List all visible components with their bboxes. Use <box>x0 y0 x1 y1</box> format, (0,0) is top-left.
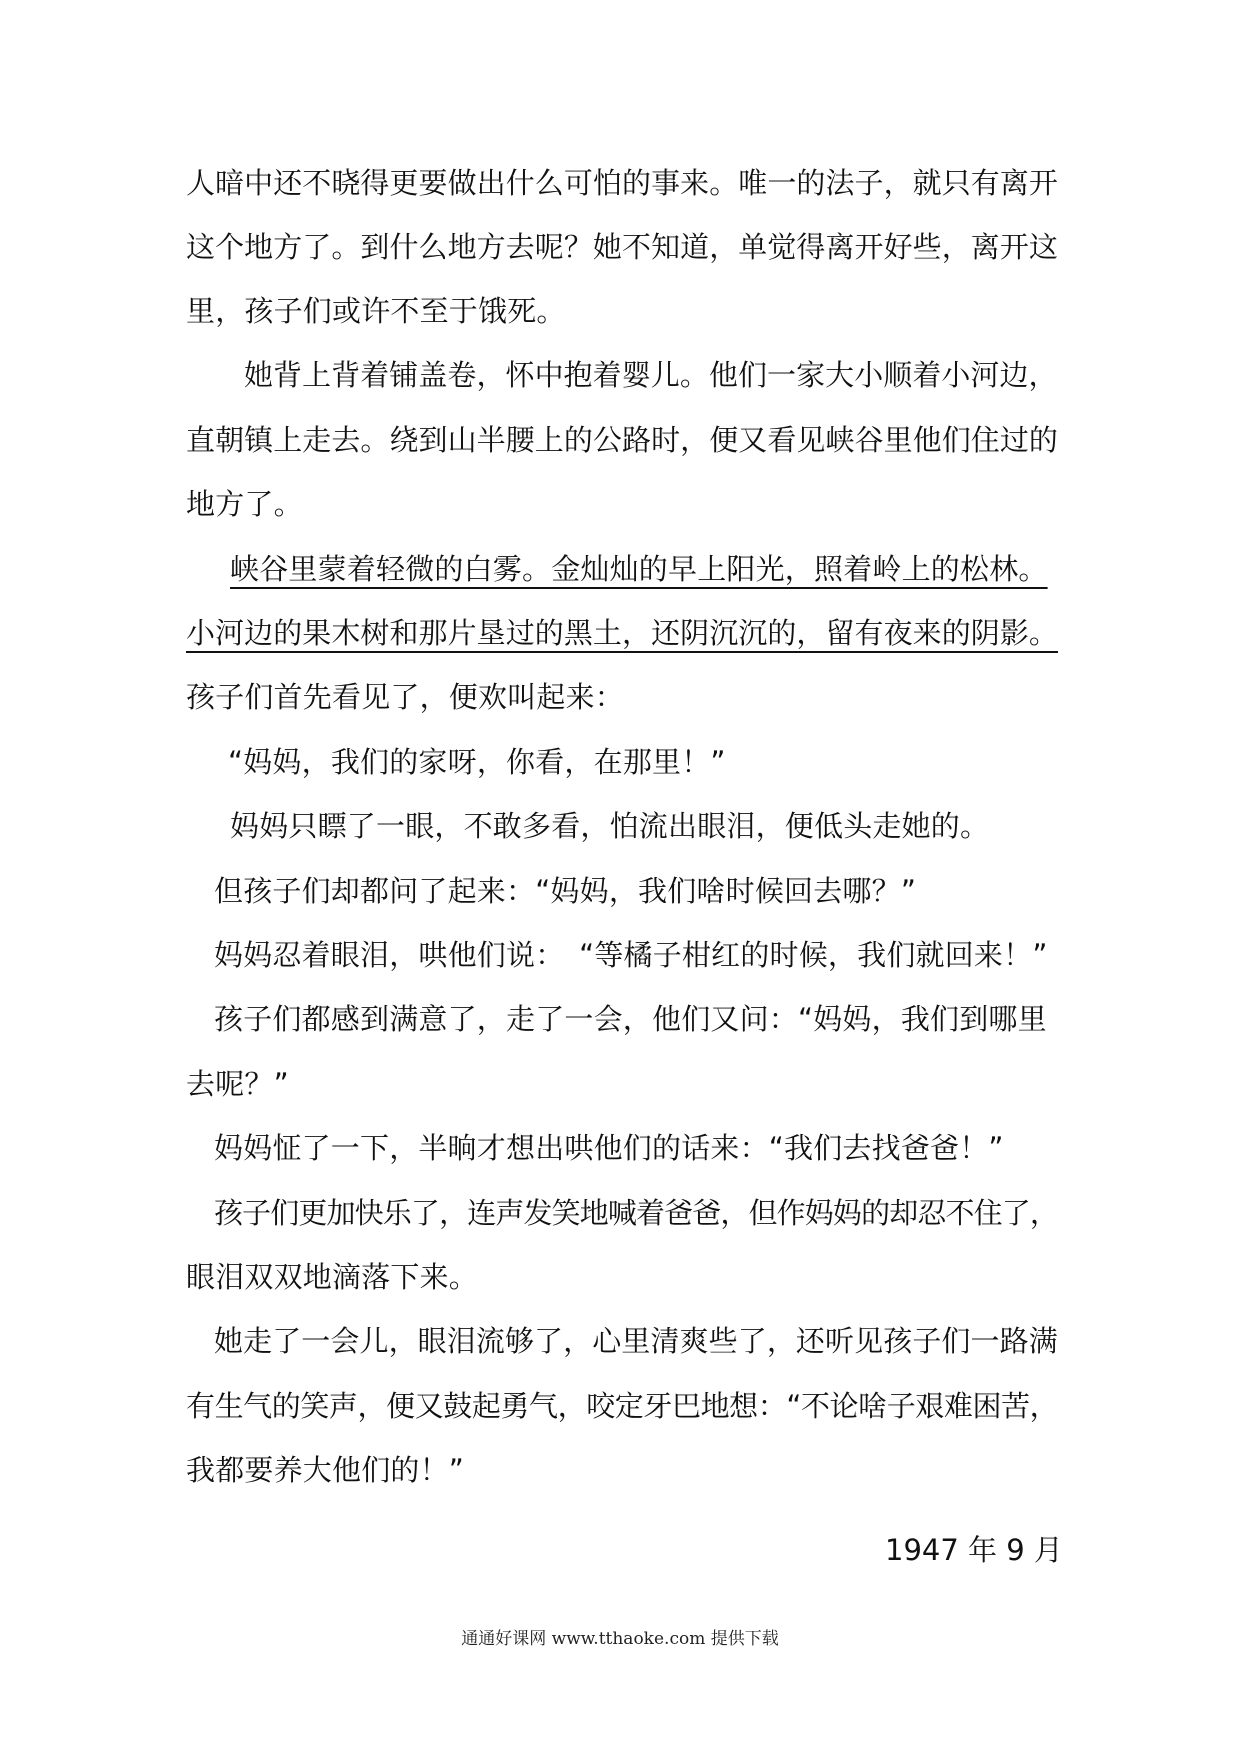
paragraph-start-line: 她背上背着铺盖卷，怀中抱着婴儿。他们一家大小顺着小河边， <box>244 358 1058 392</box>
text-line-3: 里，孩子们或许不至于饿死。 <box>186 294 566 328</box>
underlined-line-2: 小河边的果木树和那片垦过的黑土，还阴沉沉的，留有夜来的阴影。 <box>186 616 1059 650</box>
text-line-14: 孩子们都感到满意了，走了一会，他们又问：“妈妈，我们到哪里 <box>214 1002 1047 1036</box>
text-line-13: 妈妈忍着眼泪，哄他们说： “等橘子柑红的时候，我们就回来！” <box>214 938 1048 972</box>
text-line-11: 妈妈只瞟了一眼，不敢多看，怕流出眼泪，便低头走她的。 <box>230 809 990 843</box>
footer-download-note: 通通好课网 www.tthaoke.com 提供下载 <box>461 1629 779 1649</box>
dialogue-line-1: “妈妈，我们的家呀，你看，在那里！” <box>228 745 726 779</box>
date-line: 1947 年 9 月 <box>885 1533 1063 1567</box>
text-line-2: 这个地方了。到什么地方去呢？她不知道，单觉得离开好些，离开这 <box>186 230 1059 264</box>
text-line-9: 孩子们首先看见了，便欢叫起来： <box>186 680 625 714</box>
text-line-20: 有生气的笑声，便又鼓起勇气，咬定牙巴地想：“不论啥子艰难困苦， <box>186 1389 1059 1423</box>
text-line-5: 直朝镇上走去。绕到山半腰上的公路时，便又看见峡谷里他们住过的 <box>186 423 1059 457</box>
text-line-19: 她走了一会儿，眼泪流够了，心里清爽些了，还听见孩子们一路满 <box>214 1324 1058 1358</box>
text-line-12: 但孩子们却都问了起来：“妈妈，我们啥时候回去哪？” <box>214 874 917 908</box>
text-line-1: 人暗中还不晓得更要做出什么可怕的事来。唯一的法子，就只有离开 <box>186 166 1059 200</box>
text-line-18: 眼泪双双地滴落下来。 <box>186 1260 479 1294</box>
text-line-6: 地方了。 <box>186 487 303 521</box>
underlined-line-1: 峡谷里蒙着轻微的白雾。金灿灿的早上阳光，照着岭上的松林。 <box>230 552 1048 586</box>
text-line-15: 去呢？” <box>186 1067 289 1101</box>
text-line-16: 妈妈怔了一下，半晌才想出哄他们的话来：“我们去找爸爸！” <box>214 1131 1004 1165</box>
text-line-17: 孩子们更加快乐了，连声发笑地喊着爸爸，但作妈妈的却忍不住了， <box>214 1196 1059 1230</box>
text-line-21: 我都要养大他们的！” <box>186 1453 465 1487</box>
